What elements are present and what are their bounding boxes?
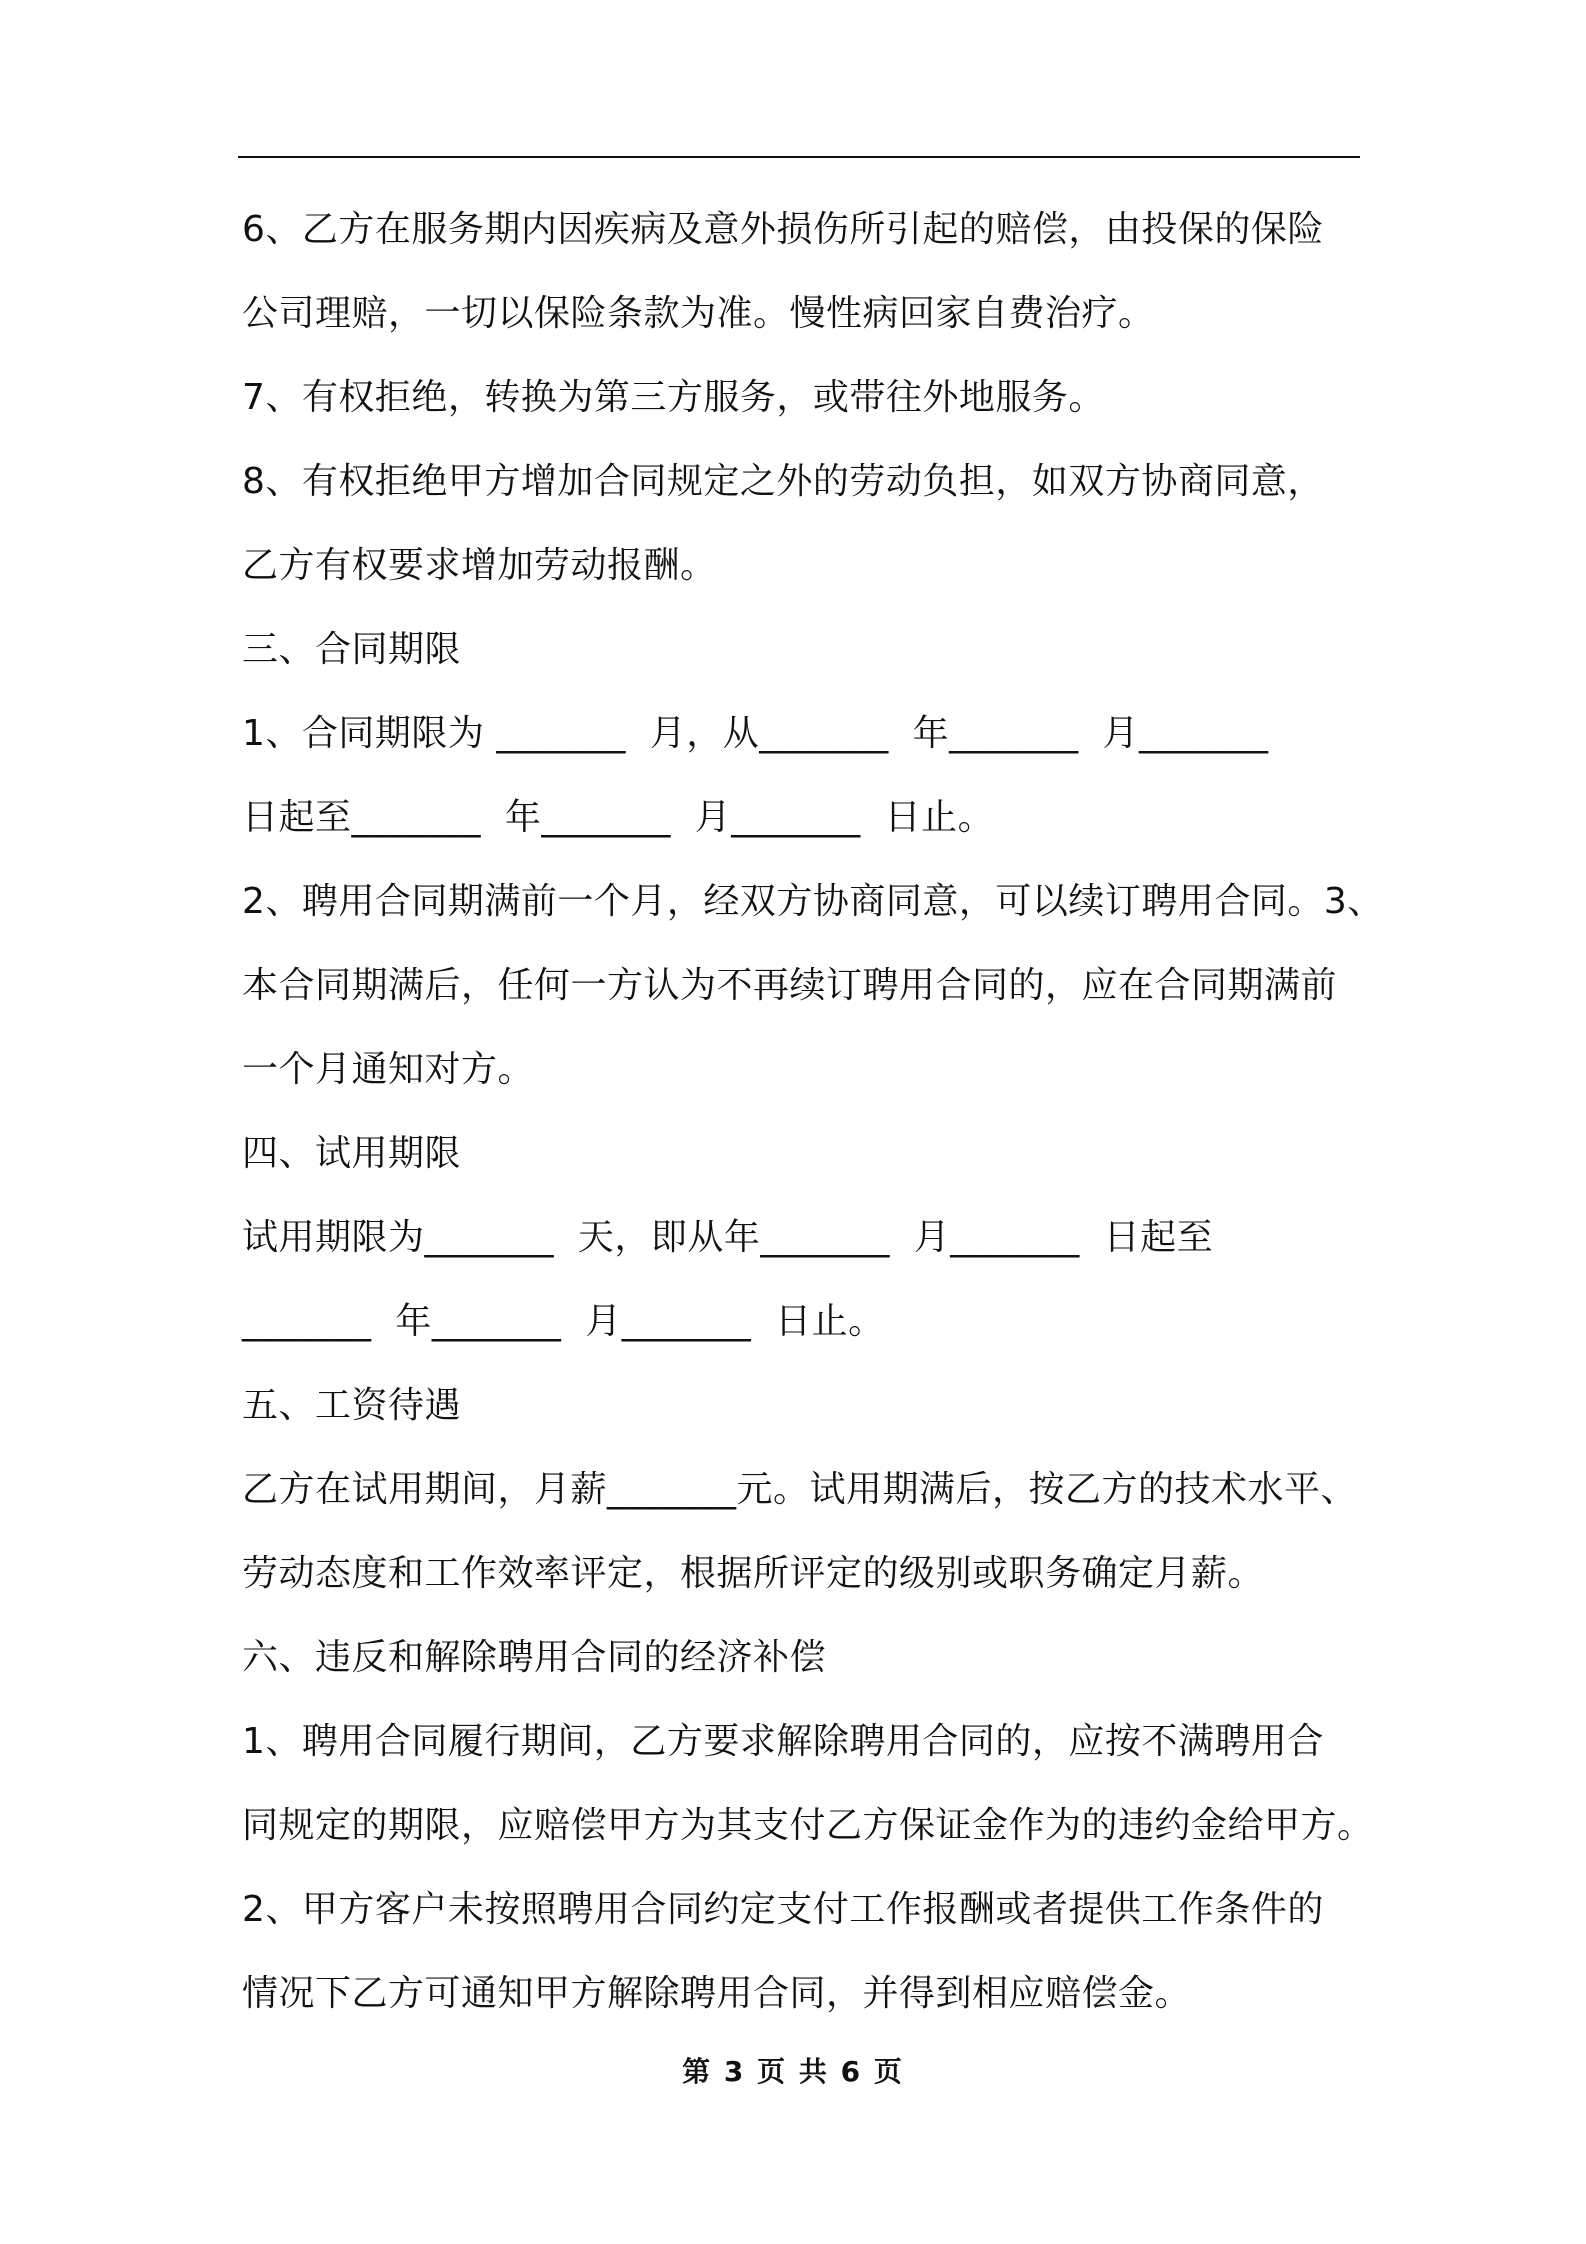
text-line: 7、有权拒绝，转换为第三方服务，或带往外地服务。 bbox=[242, 377, 1105, 418]
text-line: _______ 年_______ 月_______ 日止。 bbox=[242, 1301, 885, 1342]
text-line: 乙方有权要求增加劳动报酬。 bbox=[242, 545, 717, 586]
section-heading: 六、违反和解除聘用合同的经济补偿 bbox=[242, 1637, 827, 1678]
text-line: 1、聘用合同履行期间，乙方要求解除聘用合同的，应按不满聘用合 bbox=[242, 1721, 1324, 1762]
text-line: 日起至_______ 年_______ 月_______ 日止。 bbox=[242, 797, 995, 838]
section-heading: 五、工资待遇 bbox=[242, 1385, 462, 1426]
text-line: 1、合同期限为 _______ 月，从_______ 年_______ 月_______ bbox=[242, 713, 1269, 754]
text-line: 试用期限为_______ 天，即从年_______ 月_______ 日起至 bbox=[242, 1217, 1214, 1258]
text-line: 6、乙方在服务期内因疾病及意外损伤所引起的赔偿，由投保的保险 bbox=[242, 209, 1324, 250]
text-line: 公司理赔，一切以保险条款为准。慢性病回家自费治疗。 bbox=[242, 293, 1155, 334]
section-heading: 四、试用期限 bbox=[242, 1133, 462, 1174]
header-rule bbox=[238, 156, 1360, 158]
text-line: 同规定的期限，应赔偿甲方为其支付乙方保证金作为的违约金给甲方。 bbox=[242, 1805, 1374, 1846]
text-line: 情况下乙方可通知甲方解除聘用合同，并得到相应赔偿金。 bbox=[242, 1973, 1192, 2014]
document-body bbox=[242, 188, 1382, 2036]
text-line: 乙方在试用期间，月薪_______元。试用期满后，按乙方的技术水平、 bbox=[242, 1469, 1358, 1510]
text-line: 8、有权拒绝甲方增加合同规定之外的劳动负担，如双方协商同意， bbox=[242, 461, 1324, 502]
text-line: 2、甲方客户未按照聘用合同约定支付工作报酬或者提供工作条件的 bbox=[242, 1889, 1324, 1930]
text-line: 一个月通知对方。 bbox=[242, 1049, 535, 1090]
section-heading: 三、合同期限 bbox=[242, 629, 462, 670]
page-number: 第 3 页 共 6 页 bbox=[682, 2055, 904, 2088]
text-line: 本合同期满后，任何一方认为不再续订聘用合同的，应在合同期满前 bbox=[242, 965, 1338, 1006]
text-line: 2、聘用合同期满前一个月，经双方协商同意，可以续订聘用合同。3、 bbox=[242, 881, 1384, 922]
text-line: 劳动态度和工作效率评定，根据所评定的级别或职务确定月薪。 bbox=[242, 1553, 1265, 1594]
